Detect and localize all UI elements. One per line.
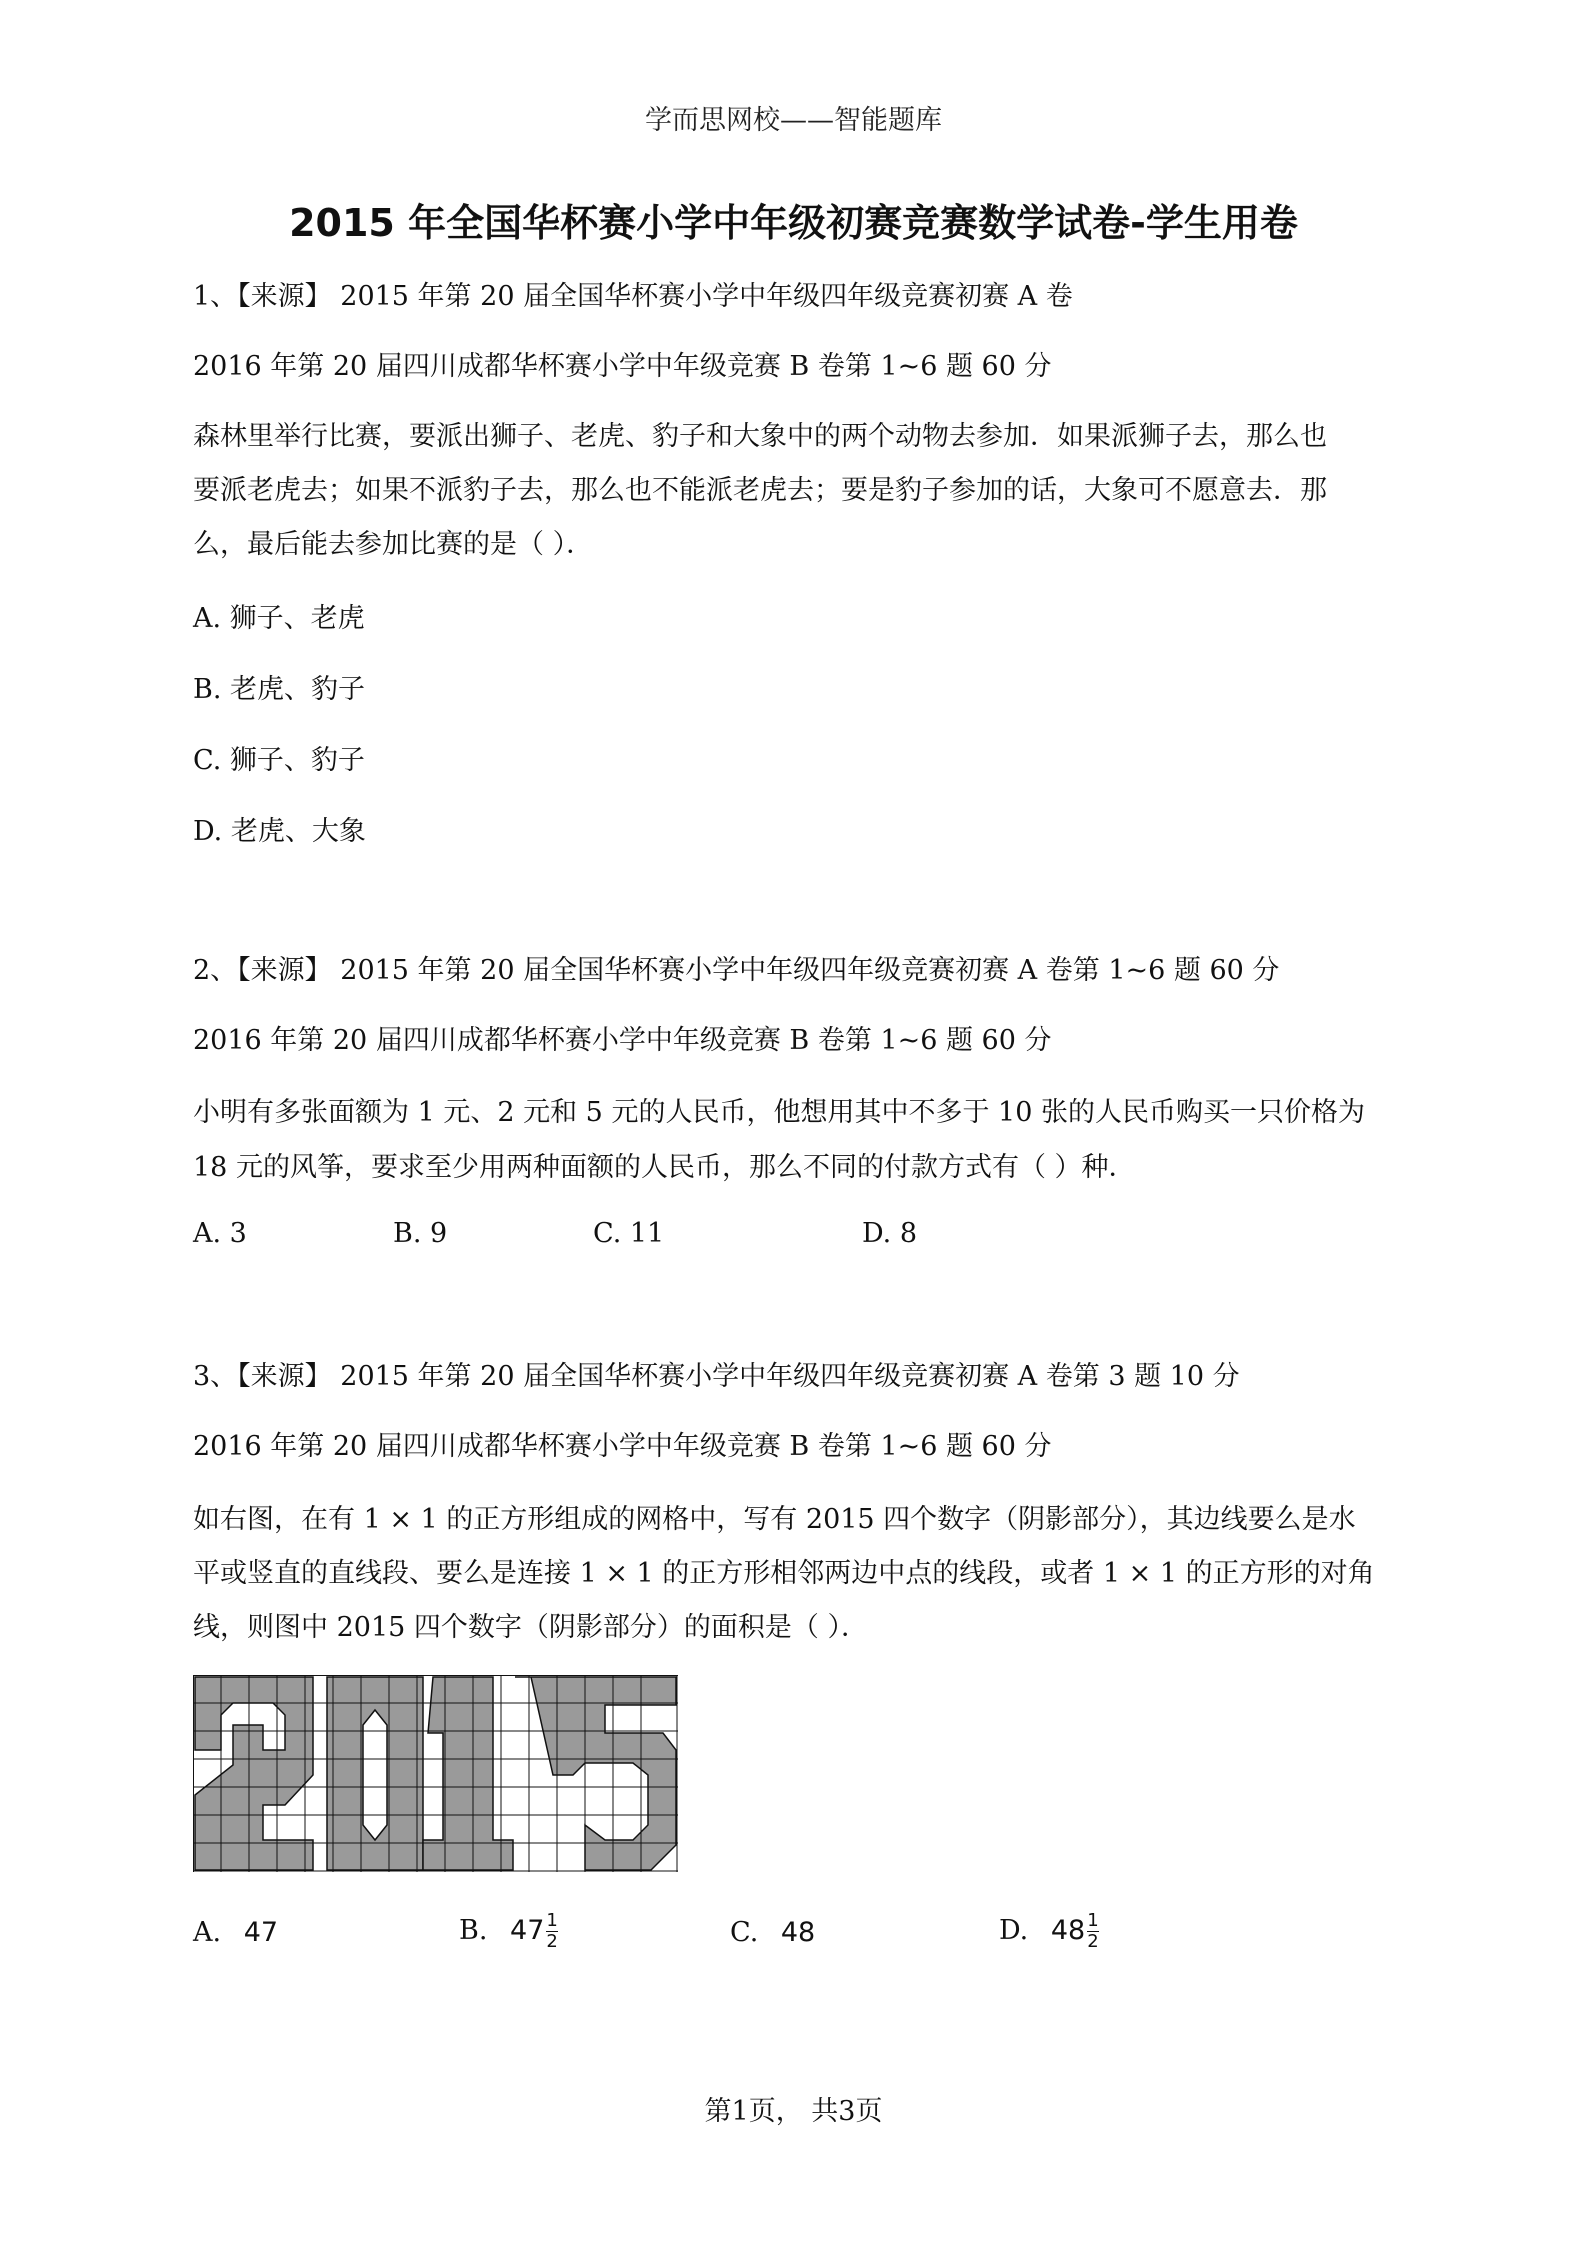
- grid-2015-figure: [193, 1675, 678, 1872]
- q3-option-d-fraction: [1087, 1911, 1098, 1952]
- q2-option-b: B. 9: [393, 1218, 448, 1249]
- q3-stem-line-2: 平或竖直的直线段、要么是连接 1 × 1 的正方形相邻两边中点的线段，或者 1 × 1 的正方形的对角: [193, 1558, 1375, 1589]
- q3-stem-line-3: 线，则图中 2015 四个数字（阴影部分）的面积是（ ）．: [193, 1612, 868, 1643]
- page-header: 学而思网校——智能题库: [645, 105, 942, 136]
- q3-option-a: [193, 1917, 278, 1948]
- page-title: 2015 年全国华杯赛小学中年级初赛竞赛数学试卷-学生用卷: [289, 201, 1298, 245]
- q3-option-c: [730, 1917, 815, 1948]
- q1-source-2: 2016 年第 20 届四川成都华杯赛小学中年级竞赛 B 卷第 1~6 题 60 分: [193, 351, 1052, 382]
- q2-option-a: A. 3: [193, 1218, 247, 1249]
- q1-option-c: C. 狮子、豹子: [193, 745, 365, 776]
- q1-stem-line-3: 么，最后能去参加比赛的是（ ）．: [193, 529, 594, 560]
- fraction-denominator: 2: [546, 1931, 558, 1952]
- page-footer: 第1页， 共3页: [704, 2096, 883, 2127]
- fraction-numerator: 1: [546, 1910, 558, 1931]
- fraction-numerator: 1: [1087, 1910, 1099, 1931]
- q1-stem-line-2: 要派老虎去；如果不派豹子去，那么也不能派老虎去；要是豹子参加的话，大象可不愿意去．那: [193, 475, 1327, 506]
- q3-option-b-value: 47: [510, 1915, 545, 1946]
- q3-option-d-letter: D.: [999, 1915, 1029, 1946]
- q3-option-d: [999, 1911, 1099, 1952]
- q3-option-a-value: 47: [243, 1917, 279, 1948]
- q3-source-2: 2016 年第 20 届四川成都华杯赛小学中年级竞赛 B 卷第 1~6 题 60 分: [193, 1431, 1052, 1462]
- q3-option-a-letter: A.: [193, 1917, 222, 1948]
- q2-stem-line-1: 小明有多张面额为 1 元、2 元和 5 元的人民币，他想用其中不多于 10 张的人民币购买一只价格为: [193, 1097, 1365, 1128]
- q2-stem-line-2: 18 元的风筝，要求至少用两种面额的人民币，那么不同的付款方式有（ ）种．: [193, 1152, 1136, 1183]
- q2-source-2: 2016 年第 20 届四川成都华杯赛小学中年级竞赛 B 卷第 1~6 题 60 分: [193, 1025, 1052, 1056]
- q3-option-c-letter: C.: [730, 1917, 759, 1948]
- q3-option-b-fraction: [546, 1911, 557, 1952]
- q1-option-a: A. 狮子、老虎: [193, 603, 365, 634]
- q2-source: 2、【来源】 2015 年第 20 届全国华杯赛小学中年级四年级竞赛初赛 A 卷第 1~6 题 60 分: [193, 955, 1280, 986]
- q1-stem-line-1: 森林里举行比赛，要派出狮子、老虎、豹子和大象中的两个动物去参加．如果派狮子去，那么也: [193, 421, 1327, 452]
- q3-option-d-value: 48: [1050, 1915, 1086, 1946]
- q3-source: 3、【来源】 2015 年第 20 届全国华杯赛小学中年级四年级竞赛初赛 A 卷第 3 题 10 分: [193, 1361, 1240, 1392]
- q3-stem-line-1: 如右图，在有 1 × 1 的正方形组成的网格中，写有 2015 四个数字（阴影部分），其边线要么是水: [193, 1504, 1356, 1535]
- q3-option-c-value: 48: [780, 1917, 816, 1948]
- q1-source: 1、【来源】 2015 年第 20 届全国华杯赛小学中年级四年级竞赛初赛 A 卷: [193, 281, 1073, 312]
- q1-option-b: B. 老虎、豹子: [193, 674, 366, 705]
- q1-option-d: D. 老虎、大象: [193, 816, 366, 847]
- fraction-denominator: 2: [1087, 1931, 1099, 1952]
- q3-option-b-letter: B.: [459, 1915, 488, 1946]
- q2-option-d: D. 8: [862, 1218, 918, 1249]
- q2-option-c: C. 11: [593, 1218, 665, 1249]
- q3-option-b: [459, 1911, 558, 1952]
